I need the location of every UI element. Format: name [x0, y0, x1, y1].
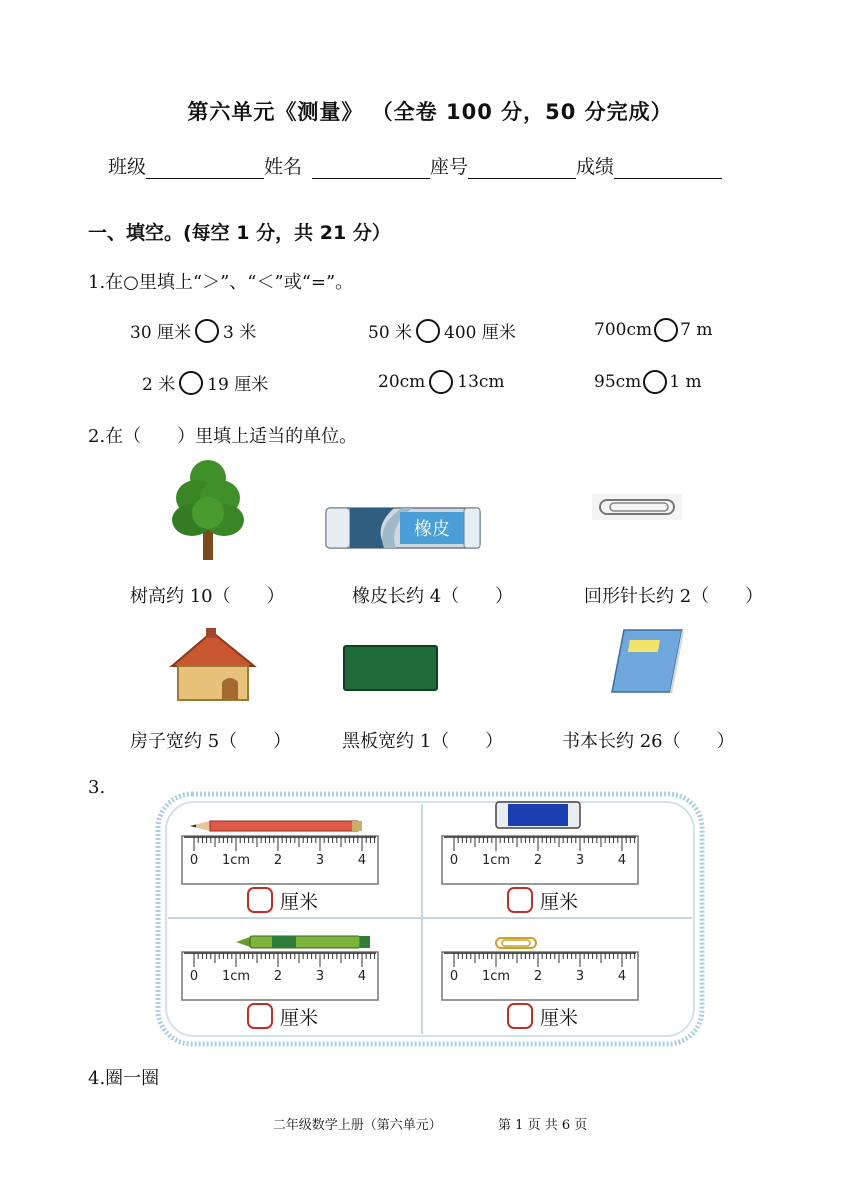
ruler-tick-label: 4 [617, 969, 627, 984]
eraser-label: 橡皮 [414, 519, 450, 540]
score-label: 成绩 [576, 156, 615, 178]
ruler [442, 836, 638, 884]
ruler-tick-label: 2 [533, 853, 543, 868]
compare-left: 50 米 [368, 323, 413, 343]
ruler-tick-label: 0 [449, 969, 459, 984]
unit-blank-tree[interactable]: 树高约 10（ ） [130, 586, 285, 607]
compare-right: 7 m [680, 320, 713, 340]
answer-box[interactable] [248, 888, 272, 912]
tree-image [168, 458, 248, 562]
compare-item [378, 370, 505, 394]
name-label: 姓名 [264, 156, 303, 178]
answer-box[interactable] [248, 1004, 272, 1028]
ruler-tick-label: 4 [357, 853, 367, 868]
compare-right: 19 厘米 [207, 375, 269, 395]
compare-right: 1 m [669, 372, 702, 392]
ruler-tick-label: 1cm [221, 853, 251, 868]
compare-item [594, 318, 712, 342]
answer-unit-label: 厘米 [540, 891, 579, 913]
ruler-tick-label: 0 [449, 853, 459, 868]
compare-item [130, 318, 256, 343]
class-blank[interactable] [146, 158, 264, 179]
compare-circle[interactable] [416, 319, 440, 343]
student-info-line [108, 152, 722, 179]
compare-circle[interactable] [429, 370, 453, 394]
answer-box[interactable] [508, 888, 532, 912]
unit-blank-paperclip[interactable]: 回形针长约 2（ ） [584, 586, 764, 607]
house-image [162, 626, 262, 704]
unit-blank-house[interactable]: 房子宽约 5（ ） [130, 731, 292, 752]
seat-label: 座号 [430, 156, 469, 178]
ruler-tick-label: 4 [357, 969, 367, 984]
compare-right: 3 米 [223, 323, 257, 343]
page-footer [0, 1114, 860, 1133]
ruler-tick-label: 2 [533, 969, 543, 984]
unit-blank-eraser[interactable]: 橡皮长约 4（ ） [352, 586, 514, 607]
section1-heading: 一、填空。(每空 1 分，共 21 分） [88, 222, 391, 244]
ruler-tick-label: 3 [315, 853, 325, 868]
eraser-small-image [496, 802, 580, 828]
answer-box[interactable] [508, 1004, 532, 1028]
footer-course: 二年级数学上册（第六单元） [272, 1118, 442, 1133]
compare-left: 30 厘米 [130, 323, 192, 343]
paperclip-image [592, 494, 682, 520]
compare-left: 95cm [594, 372, 642, 392]
compare-item [142, 370, 268, 395]
ruler-tick-label: 3 [575, 969, 585, 984]
compare-item [368, 318, 516, 343]
seat-blank[interactable] [468, 158, 576, 179]
blackboard-image [343, 645, 438, 691]
compare-item [594, 370, 702, 394]
footer-page-number: 第 1 页 共 6 页 [498, 1118, 588, 1133]
ruler-tick-label: 3 [315, 969, 325, 984]
compare-left: 700cm [594, 320, 653, 340]
ruler [182, 952, 378, 1000]
ruler-measure-panel [152, 788, 708, 1050]
class-label: 班级 [108, 156, 147, 178]
ruler [442, 952, 638, 1000]
q4-prompt: 4.圈一圈 [88, 1068, 160, 1089]
ruler [182, 836, 378, 884]
compare-circle[interactable] [195, 319, 219, 343]
ruler-tick-label: 1cm [481, 969, 511, 984]
compare-right: 400 厘米 [444, 323, 516, 343]
pencil-image [190, 821, 362, 831]
unit-blank-blackboard[interactable]: 黑板宽约 1（ ） [342, 731, 504, 752]
compare-right: 13cm [457, 372, 505, 392]
q1-prompt: 1.在○里填上“＞”、“＜”或“=”。 [88, 272, 354, 293]
ruler-tick-label: 3 [575, 853, 585, 868]
compare-circle[interactable] [654, 318, 678, 342]
unit-blank-book[interactable]: 书本长约 26（ ） [562, 731, 735, 752]
ruler-tick-label: 2 [273, 853, 283, 868]
ruler-tick-label: 0 [189, 853, 199, 868]
q2-prompt: 2.在（ ）里填上适当的单位。 [88, 426, 358, 447]
name-blank[interactable] [312, 158, 430, 179]
q3-label: 3. [88, 777, 106, 798]
answer-unit-label: 厘米 [540, 1007, 579, 1029]
compare-left: 20cm [378, 372, 426, 392]
compare-circle[interactable] [179, 371, 203, 395]
ruler-tick-label: 4 [617, 853, 627, 868]
answer-unit-label: 厘米 [280, 1007, 319, 1029]
page-title: 第六单元《测量》 （全卷 100 分，50 分完成） [187, 100, 673, 124]
compare-circle[interactable] [643, 370, 667, 394]
crayon-image [236, 936, 370, 948]
ruler-tick-label: 1cm [221, 969, 251, 984]
compare-left: 2 米 [142, 375, 176, 395]
answer-unit-label: 厘米 [280, 891, 319, 913]
ruler-tick-label: 2 [273, 969, 283, 984]
ruler-tick-label: 1cm [481, 853, 511, 868]
book-image [610, 628, 684, 694]
score-blank[interactable] [614, 158, 722, 179]
ruler-tick-label: 0 [189, 969, 199, 984]
eraser-image [324, 502, 484, 554]
